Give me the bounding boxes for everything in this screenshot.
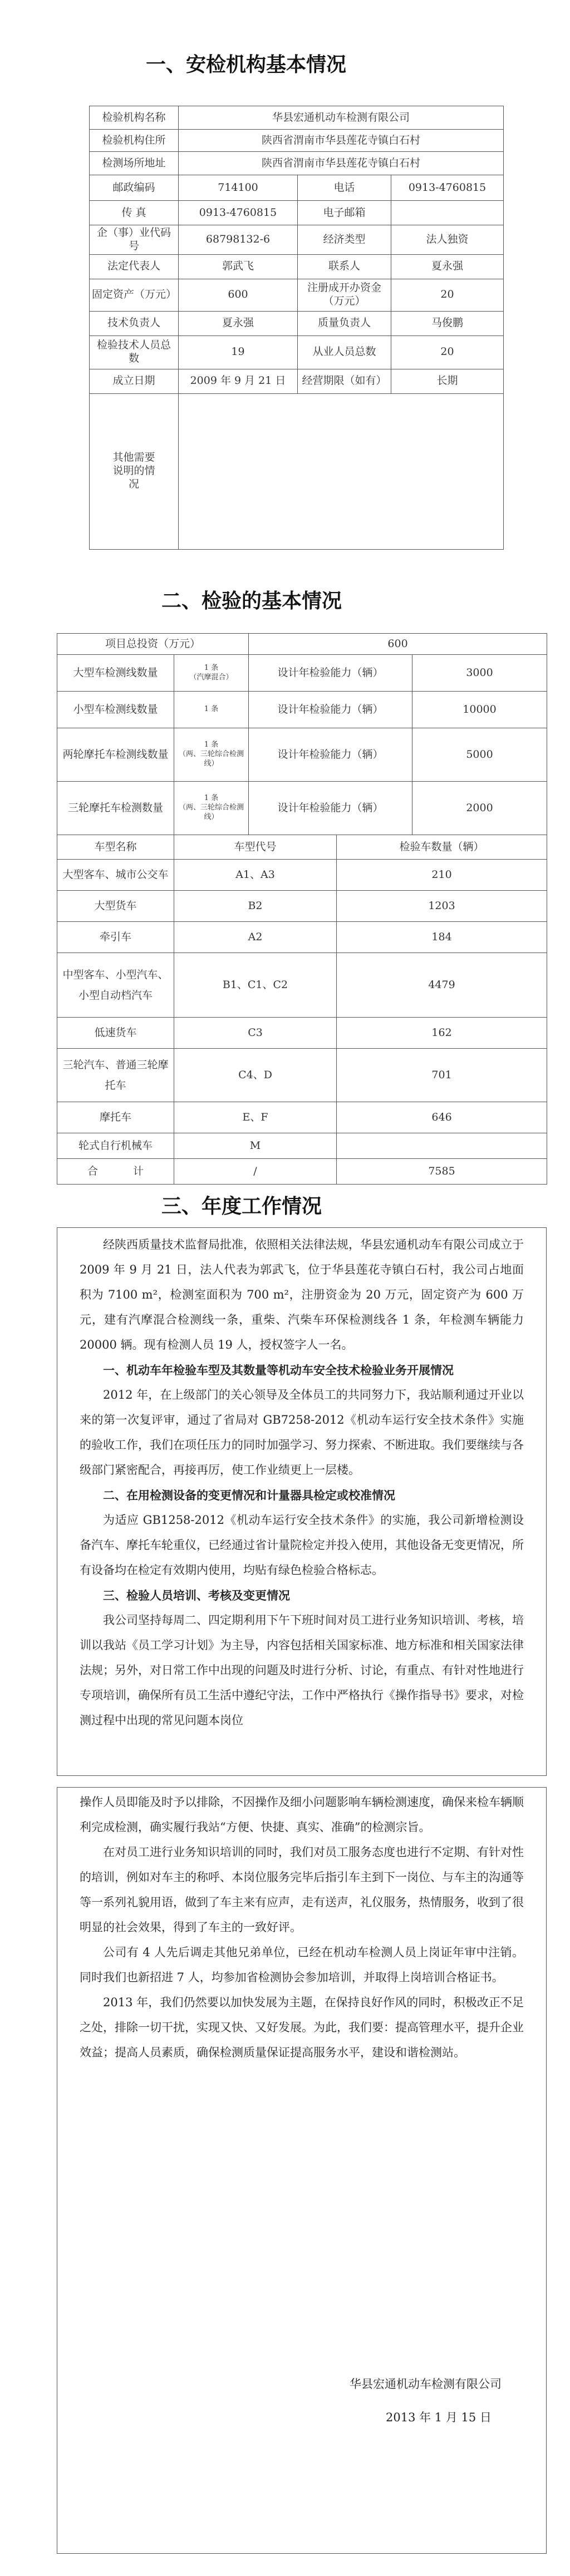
legal-rep-value: 郭武飞 [179, 254, 298, 279]
vehicle-code: A1、A3 [174, 860, 337, 891]
vehicle-count-header: 检验车数量（辆） [337, 835, 547, 860]
training-paragraph-end: 操作人员即能及时予以排除，不因操作及细小问题影响车辆检测速度，确保来检车辆顺利完成检测，确实履行我站“方便、快捷、真实、准确”的检测宗旨。 [80, 1795, 524, 1834]
vehicle-count [337, 1133, 547, 1159]
credit-code-label: 企（事）业代码号 [90, 225, 179, 255]
vehicle-type: 三轮汽车、普通三轮摩托车 [57, 1049, 174, 1102]
signature-date: 2013 年 1 月 15 日 [386, 2411, 492, 2424]
capacity-value: 5000 [412, 728, 547, 782]
quality-lead-value: 马俊鹏 [391, 311, 504, 335]
capacity-label: 设计年检验能力（辆） [249, 728, 412, 782]
table-row [57, 634, 547, 655]
vehicle-type: 牵引车 [57, 922, 174, 953]
section3-title: 三、年度工作情况 [161, 1195, 322, 1218]
table-row [57, 953, 547, 1018]
site-address-label: 检测场所地址 [90, 152, 179, 175]
vehicle-code: A2 [174, 922, 337, 953]
registered-capital-label: 注册成开办资金（万元） [298, 279, 391, 311]
economic-type-label: 经济类型 [298, 225, 391, 255]
vehicle-count: 210 [337, 860, 547, 891]
table-row [90, 106, 504, 130]
agency-address: 陕西省渭南市华县莲花寺镇白石村 [179, 130, 504, 152]
table-row [57, 1133, 547, 1159]
annual-report-box-2 [57, 1787, 547, 2554]
vehicle-type: 大型货车 [57, 891, 174, 922]
inspection-lines-table [57, 633, 547, 1185]
table-row [57, 860, 547, 891]
email-label: 电子邮箱 [298, 201, 391, 225]
vehicle-code: B2 [174, 891, 337, 922]
term-value: 长期 [391, 369, 504, 393]
table-row [90, 279, 504, 311]
intro-paragraph: 经陕西质量技术监督局批准，依照相关法律法规，华县宏通机动车有限公司成立于 2009 年 9 月 21 日，法人代表为郭武飞，位于华县莲花寺镇白石村，我公司占地面积为 7100 m²，检测室面积为 700 m²，注册资金为 20 万元，固定资产为 600 万元，建有汽摩混合检测线一条，重柴、汽柴车环保检测线各 1 条，年检测车辆能力 20000 辆。现有检测人员 19 人，授权签字人一名。 [80, 1238, 524, 1351]
service-paragraph: 在对员工进行业务知识培训的同时，我们对员工服务态度也进行不定期、有针对性的培训，例如对车主的称呼、本岗位服务完毕后指引车主到下一岗位、与车主的沟通等等一系列礼貌用语，做到了车主来有应声，走有送声，礼仪服务，热情服务，收到了很明显的社会效果，得到了车主的一致好评。 [80, 1845, 524, 1934]
total-count: 7585 [337, 1159, 547, 1185]
capacity-value: 3000 [412, 655, 547, 692]
contact-value: 夏永强 [391, 254, 504, 279]
line-count: 1 条 [174, 692, 249, 728]
vehicle-type: 摩托车 [57, 1102, 174, 1133]
other-notes-label: 其他需要说明的情况 [90, 393, 179, 549]
registered-capital-value: 20 [391, 279, 504, 311]
vehicle-type: 轮式自行机械车 [57, 1133, 174, 1159]
plan-paragraph: 2013 年，我们仍然要以加快发展为主题，在保持良好作风的同时，积极改正不足之处，排除一切干扰，实现又快、又好发展。为此，我们要：提高管理水平，提升企业效益；提高人员素质，确保检测质量保证提高服务水平，建设和谐检测站。 [80, 1996, 524, 2059]
agency-address-label: 检验机构住所 [90, 130, 179, 152]
vehicle-type: 大型客车、城市公交车 [57, 860, 174, 891]
phone-label: 电话 [298, 175, 391, 201]
line-count: 1 条 （汽摩混合） [174, 655, 249, 692]
table-row [57, 835, 547, 860]
annual-report-box-1 [57, 1227, 547, 1776]
line-count: 1 条 （两、三轮综合检测线） [174, 728, 249, 782]
vehicle-code: C4、D [174, 1049, 337, 1102]
vehicle-count: 4479 [337, 953, 547, 1018]
vehicle-code: C3 [174, 1018, 337, 1049]
legal-rep-label: 法定代表人 [90, 254, 179, 279]
table-row [90, 254, 504, 279]
line-label: 小型车检测线数量 [57, 692, 174, 728]
table-row [57, 891, 547, 922]
capacity-label: 设计年检验能力（辆） [249, 655, 412, 692]
vehicle-count: 646 [337, 1102, 547, 1133]
postcode-value: 714100 [179, 175, 298, 201]
table-row [90, 393, 504, 549]
capacity-label: 设计年检验能力（辆） [249, 782, 412, 835]
table-row [57, 1102, 547, 1133]
vehicle-code: M [174, 1133, 337, 1159]
email-value [391, 201, 504, 225]
vehicle-count: 162 [337, 1018, 547, 1049]
heading-equipment: 二、在用检测设备的变更情况和计量器具检定或校准情况 [103, 1488, 395, 1502]
heading-vehicle-business: 一、机动车年检验车型及其数量等机动车安全技术检验业务开展情况 [103, 1363, 454, 1377]
economic-type-value: 法人独资 [391, 225, 504, 255]
table-row [90, 152, 504, 175]
capacity-label: 设计年检验能力（辆） [249, 692, 412, 728]
section1-title: 一、安检机构基本情况 [146, 53, 347, 76]
table-row [57, 1049, 547, 1102]
agency-name: 华县宏通机动车检测有限公司 [179, 106, 504, 130]
staff-value: 20 [391, 335, 504, 369]
investment-label: 项目总投资（万元） [57, 634, 249, 655]
contact-label: 联系人 [298, 254, 391, 279]
postcode-label: 邮政编码 [90, 175, 179, 201]
line-label: 大型车检测线数量 [57, 655, 174, 692]
founded-label: 成立日期 [90, 369, 179, 393]
inspectors-label: 检验技术人员总数 [90, 335, 179, 369]
fixed-assets-label: 固定资产（万元） [90, 279, 179, 311]
capacity-value: 2000 [412, 782, 547, 835]
table-row [90, 335, 504, 369]
tech-lead-label: 技术负责人 [90, 311, 179, 335]
inspectors-value: 19 [179, 335, 298, 369]
quality-lead-label: 质量负责人 [298, 311, 391, 335]
total-code: / [174, 1159, 337, 1185]
table-row [57, 782, 547, 835]
founded-value: 2009 年 9 月 21 日 [179, 369, 298, 393]
table-row [90, 311, 504, 335]
section2-title: 二、检验的基本情况 [161, 590, 342, 613]
credit-code-value: 68798132-6 [179, 225, 298, 255]
fax-label: 传 真 [90, 201, 179, 225]
vehicle-code-header: 车型代号 [174, 835, 337, 860]
line-label: 两轮摩托车检测线数量 [57, 728, 174, 782]
vehicle-count: 1203 [337, 891, 547, 922]
fixed-assets-value: 600 [179, 279, 298, 311]
line-count: 1 条 （两、三轮综合检测线） [174, 782, 249, 835]
table-row [90, 130, 504, 152]
line-label: 三轮摩托车检测数量 [57, 782, 174, 835]
table-row [57, 728, 547, 782]
capacity-value: 10000 [412, 692, 547, 728]
staff-change-paragraph: 公司有 4 人先后调走其他兄弟单位，已经在机动车检测人员上岗证年审中注销。同时我们也新招进 7 人，均参加省检测协会参加培训，并取得上岗培训合格证书。 [80, 1946, 524, 1984]
other-notes-value [179, 393, 504, 549]
table-row [90, 175, 504, 201]
vehicle-type: 中型客车、小型汽车、小型自动档汽车 [57, 953, 174, 1018]
vehicle-count: 701 [337, 1049, 547, 1102]
agency-info-table [89, 106, 504, 550]
table-row [90, 225, 504, 255]
vehicle-count: 184 [337, 922, 547, 953]
business-paragraph: 2012 年，在上级部门的关心领导及全体员工的共同努力下，我站顺利通过开业以来的第一次复评审，通过了省局对 GB7258-2012《机动车运行安全技术条件》实施的验收工作，我们在项任压力的同时加强学习、努力探索、不断进取。我们要继续与各级部门紧密配合，再接再厉，使工作业绩更上一层楼。 [80, 1388, 524, 1477]
signature-company: 华县宏通机动车检测有限公司 [350, 2377, 502, 2391]
term-label: 经营期限（如有） [298, 369, 391, 393]
vehicle-type-header: 车型名称 [57, 835, 174, 860]
table-row [90, 201, 504, 225]
table-row [90, 369, 504, 393]
vehicle-code: B1、C1、C2 [174, 953, 337, 1018]
fax-value: 0913-4760815 [179, 201, 298, 225]
site-address: 陕西省渭南市华县莲花寺镇白石村 [179, 152, 504, 175]
phone-value: 0913-4760815 [391, 175, 504, 201]
investment-value: 600 [249, 634, 547, 655]
heading-training: 三、检验人员培训、考核及变更情况 [103, 1588, 290, 1602]
staff-label: 从业人员总数 [298, 335, 391, 369]
tech-lead-value: 夏永强 [179, 311, 298, 335]
table-row [57, 1018, 547, 1049]
vehicle-code: E、F [174, 1102, 337, 1133]
table-row [57, 922, 547, 953]
training-paragraph-start: 我公司坚持每周二、四定期利用下午下班时间对员工进行业务知识培训、考核，培训以我站《员工学习计划》为主导，内容包括相关国家标准、地方标准和相关国家法律法规；另外，对日常工作中出现的问题及时进行分析、讨论，有重点、有针对性地进行专项培训，确保所有员工生活中遵纪守法，工作中严格执行《操作指导书》要求，对检测过程中出现的常见问题本岗位 [80, 1613, 524, 1727]
table-row [57, 692, 547, 728]
table-row [57, 1159, 547, 1185]
agency-name-label: 检验机构名称 [90, 106, 179, 130]
table-row [57, 655, 547, 692]
total-label: 合 计 [57, 1159, 174, 1185]
equipment-paragraph: 为适应 GB1258-2012《机动车运行安全技术条件》的实施，我公司新增检测设备汽车、摩托车轮重仪，已经通过省计量院检定并投入使用，其他设备无变更情况，所有设备均在检定有效期内使用，均贴有绿色检验合格标志。 [80, 1513, 524, 1577]
vehicle-type: 低速货车 [57, 1018, 174, 1049]
